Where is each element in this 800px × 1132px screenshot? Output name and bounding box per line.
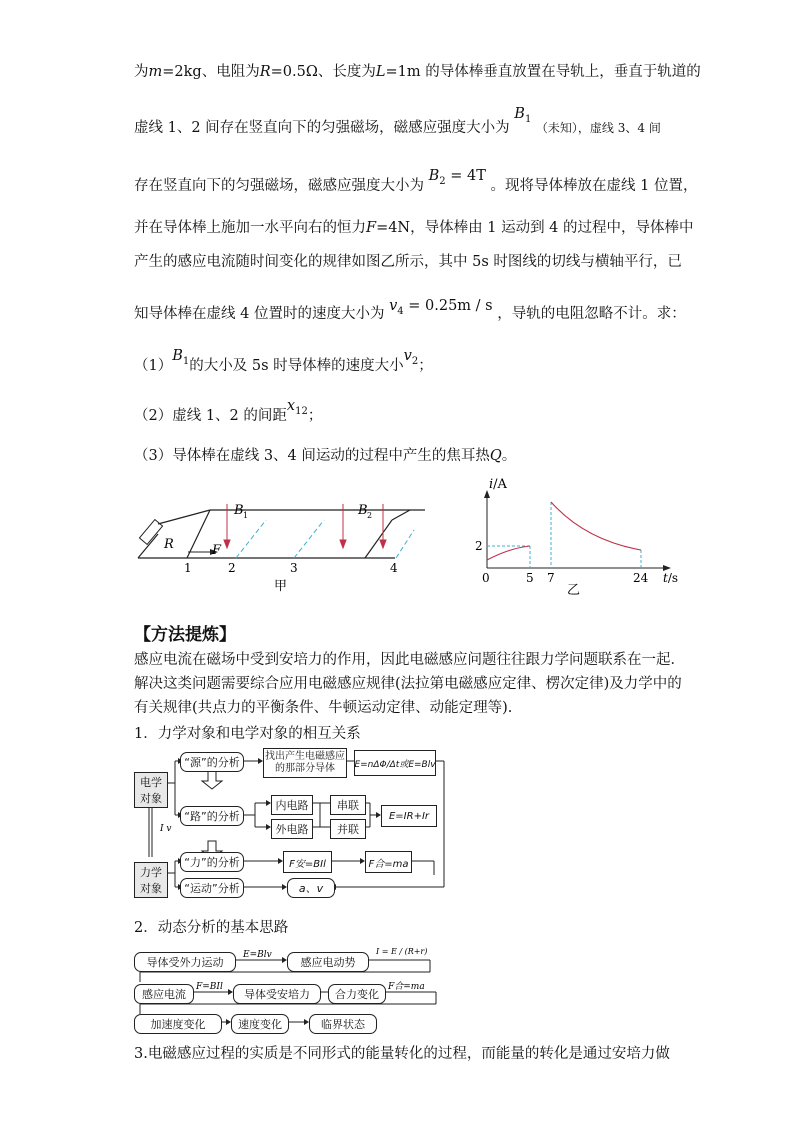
node-eir: E=IR+Ir [381, 805, 437, 827]
line-3: 3 [290, 561, 298, 575]
node-a-v: a、v [287, 878, 335, 898]
method-heading: 【方法提炼】 [134, 625, 236, 645]
node-inner-circuit: 内电路 [271, 795, 313, 815]
node-find-conductor: 找出产生电磁感应的那部分导体 [263, 748, 347, 778]
problem-line-3: 存在竖直向下的匀强磁场，磁感应强度大小为 $B_2 = 4T$ 。现将导体棒放在虚线 1 位置， [134, 168, 698, 194]
node-path: “路”的分析 [180, 806, 244, 826]
method-p2: 解决这类问题需要综合应用电磁感应规律(法拉第电磁感应定律、楞次定律)及力学中的 [134, 676, 682, 692]
question-3: （3）导体棒在虚线 3、4 间运动的过程中产生的焦耳热Q。 [134, 448, 517, 464]
current-curve-1 [487, 546, 530, 560]
svg-text:E=Blv: E=Blv [243, 950, 272, 960]
caption-jia: 甲 [274, 579, 288, 594]
dashed-line-4 [396, 530, 414, 558]
label-B1: B [234, 503, 244, 518]
x-tick-24: 24 [633, 571, 649, 585]
svg-text:I = E / (R+r): I = E / (R+r) [376, 947, 428, 956]
method-s1: 1．力学对象和电学对象的相互关系 [134, 726, 361, 742]
flow-current: 感应电流 [134, 984, 194, 1004]
flow-emf: 感应电动势 [287, 952, 369, 972]
svg-text:1: 1 [243, 511, 249, 520]
node-motion: “运动”分析 [180, 878, 244, 898]
method-s2: 2．动态分析的基本思路 [134, 920, 289, 936]
node-f-net: F合=ma [365, 851, 412, 873]
line-4: 4 [390, 561, 398, 575]
conductor-rod [187, 510, 210, 558]
problem-line-1: 为m=2kg、电阻为R=0.5Ω、长度为L=1m 的导体棒垂直放置在导轨上，垂直于轨道的 [134, 64, 701, 80]
problem-line-2: 虚线 1、2 间存在竖直向下的匀强磁场，磁感应强度大小为 $B_1$ （未知），虚线 3、4 间 [134, 106, 661, 136]
caption-yi: 乙 [567, 583, 581, 598]
x-tick-5: 5 [526, 571, 534, 585]
figure-yi [465, 476, 685, 602]
svg-text:I v: I v [160, 824, 172, 834]
node-source: “源”的分析 [180, 752, 244, 772]
flow-ampere-force: 导体受安培力 [233, 984, 321, 1004]
svg-text:2: 2 [367, 511, 373, 520]
dashed-line-2 [236, 520, 266, 558]
figure-jia [130, 490, 430, 600]
label-R: R [164, 537, 174, 552]
flow-acceleration: 加速度变化 [134, 1014, 222, 1034]
label-B2: B [358, 503, 368, 518]
method-p3: 有关规律(共点力的平衡条件、牛顿运动定律、动能定理等). [134, 700, 513, 716]
y-label: i/A [489, 477, 507, 492]
svg-text:F=BIl: F=BIl [196, 982, 223, 992]
node-force: “力”的分析 [180, 852, 244, 872]
flow-external-force: 导体受外力运动 [134, 952, 236, 972]
node-series: 串联 [330, 795, 366, 815]
label-F: F [212, 543, 222, 558]
node-emf: E=nΔΦ/Δt或E=Blv [354, 750, 436, 776]
x-tick-0: 0 [482, 571, 490, 585]
question-1: $(1)B_1$的大小及 5s 时导体棒的速度大小$v_2$； [134, 348, 433, 374]
x-tick-7: 7 [547, 571, 555, 585]
problem-line-6: 知导体棒在虚线 4 位置时的速度大小为 $v_4 = 0.25m / s$ ，导轨的电阻忽略不计。求： [134, 298, 686, 322]
current-curve-2 [551, 502, 641, 550]
question-2: （2）虚线 1、2 的间距$x_{12}$； [134, 398, 323, 424]
node-outer-circuit: 外电路 [271, 819, 313, 839]
flow-critical-state: 临界状态 [309, 1014, 377, 1034]
line-1: 1 [184, 561, 192, 575]
node-parallel: 并联 [330, 819, 366, 839]
method-s3: 3.电磁感应过程的实质是不同形式的能量转化的过程，而能量的转化是通过安培力做 [134, 1046, 670, 1062]
method-p1: 感应电流在磁场中受到安培力的作用，因此电磁感应问题往往跟力学问题联系在一起． [134, 652, 685, 668]
flow-velocity: 速度变化 [231, 1014, 289, 1034]
x-label: t/s [663, 571, 679, 585]
problem-line-4: 并在导体棒上施加一水平向右的恒力F=4N，导体棒由 1 运动到 4 的过程中，导体棒中 [134, 220, 694, 236]
problem-line-5: 产生的感应电流随时间变化的规律如图乙所示，其中 5s 时图线的切线与横轴平行，已 [134, 254, 682, 270]
svg-text:F合=ma: F合=ma [388, 982, 425, 992]
node-elec-object: 电学对象 [134, 772, 168, 808]
node-f-ampere: F安=BIl [283, 851, 332, 873]
flow-net-force: 合力变化 [328, 984, 386, 1004]
dashed-line-3 [294, 520, 324, 558]
node-mech-object: 力学对象 [134, 862, 168, 898]
line-2: 2 [228, 561, 236, 575]
y-tick-2: 2 [475, 539, 483, 553]
